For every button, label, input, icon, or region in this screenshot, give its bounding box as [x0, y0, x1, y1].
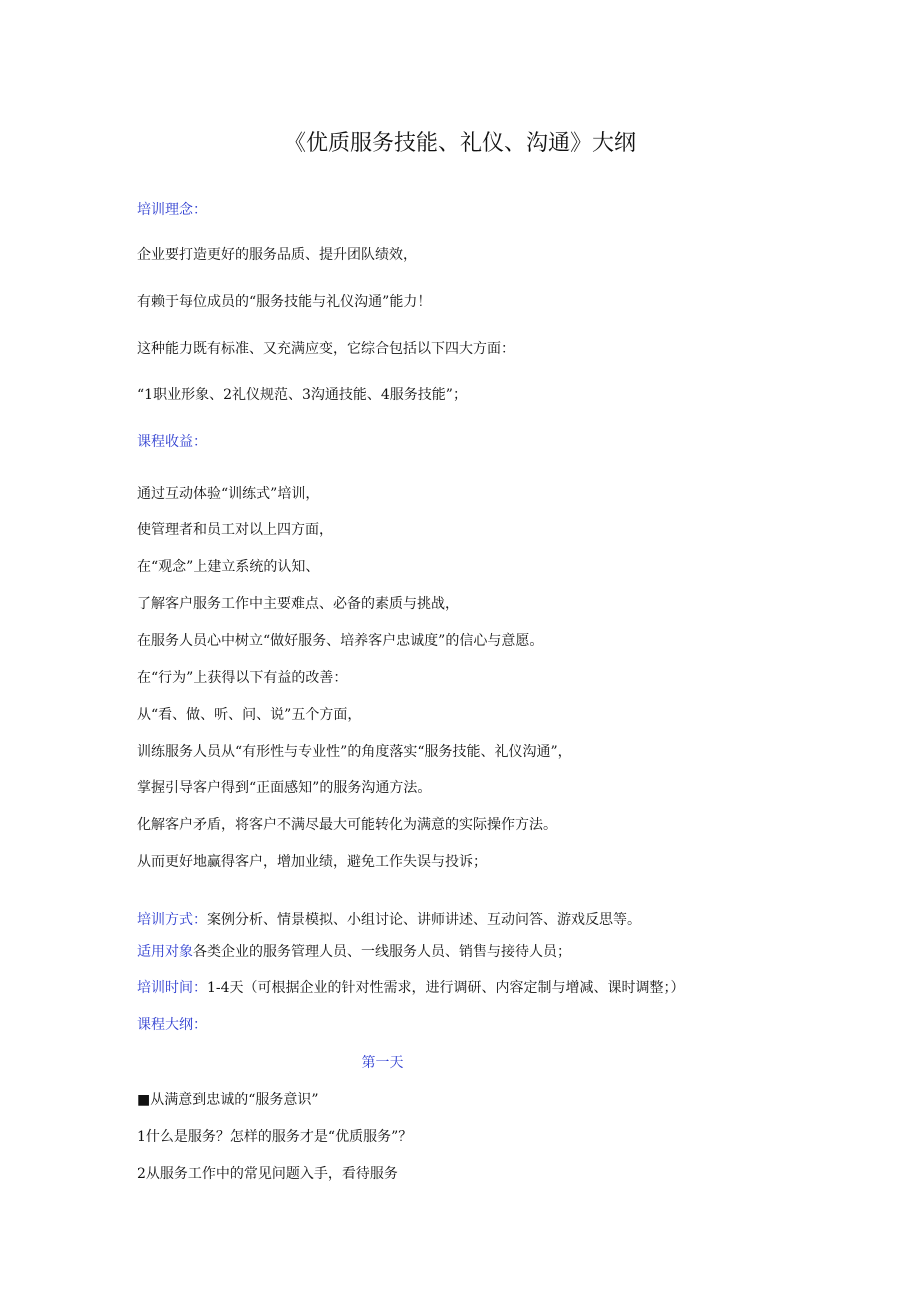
- benefits-heading: 课程收益：: [137, 434, 207, 450]
- duration-label: 培训时间：: [137, 980, 207, 996]
- method-row: [137, 910, 641, 930]
- concept-line: 有赖于每位成员的“服务技能与礼仪沟通”能力！: [137, 294, 432, 310]
- benefits-line: 通过互动体验“训练式”培训，: [137, 486, 320, 502]
- benefits-line: 训练服务人员从“有形性与专业性”的角度落实“服务技能、礼仪沟通”，: [137, 744, 572, 760]
- benefits-line: 从而更好地赢得客户，增加业绩，避免工作失误与投诉；: [137, 854, 487, 870]
- concept-heading: 培训理念：: [137, 202, 207, 218]
- benefits-line: 在“观念”上建立系统的认知、: [137, 559, 320, 575]
- method-text: 案例分析、情景模拟、小组讨论、讲师讲述、互动问答、游戏反思等。: [207, 912, 641, 928]
- benefits-line: 了解客户服务工作中主要难点、必备的素质与挑战，: [137, 596, 459, 612]
- duration-row: [137, 978, 685, 998]
- outline-item: 1什么是服务？怎样的服务才是“优质服务”？: [137, 1129, 413, 1145]
- audience-label: 适用对象: [137, 944, 193, 960]
- outline-section-title: ■从满意到忠诚的“服务意识”: [137, 1092, 319, 1108]
- benefits-line: 化解客户矛盾，将客户不满尽最大可能转化为满意的实际操作方法。: [137, 817, 557, 833]
- outline-item: 2从服务工作中的常见问题入手，看待服务: [137, 1166, 398, 1182]
- concept-line: 企业要打造更好的服务品质、提升团队绩效，: [137, 247, 417, 263]
- benefits-line: 使管理者和员工对以上四方面，: [137, 522, 333, 538]
- audience-text: 各类企业的服务管理人员、一线服务人员、销售与接待人员；: [193, 944, 571, 960]
- audience-row: [137, 942, 571, 962]
- concept-line: “1职业形象、2礼仪规范、3沟通技能、4服务技能”；: [137, 387, 467, 403]
- benefits-line: 在服务人员心中树立“做好服务、培养客户忠诚度”的信心与意愿。: [137, 633, 544, 649]
- outline-heading: 课程大纲：: [137, 1017, 207, 1033]
- outline-day-heading: 第一天: [361, 1055, 404, 1071]
- concept-line: 这种能力既有标准、又充满应变，它综合包括以下四大方面：: [137, 341, 515, 357]
- method-label: 培训方式：: [137, 912, 207, 928]
- benefits-line: 在“行为”上获得以下有益的改善：: [137, 670, 348, 686]
- document-title: 《优质服务技能、礼仪、沟通》大纲: [283, 131, 636, 156]
- benefits-line: 掌握引导客户得到“正面感知”的服务沟通方法。: [137, 780, 432, 796]
- duration-text: 1-4天（可根据企业的针对性需求，进行调研、内容定制与增减、课时调整；）: [207, 980, 685, 996]
- benefits-line: 从“看、做、听、问、说”五个方面，: [137, 707, 362, 723]
